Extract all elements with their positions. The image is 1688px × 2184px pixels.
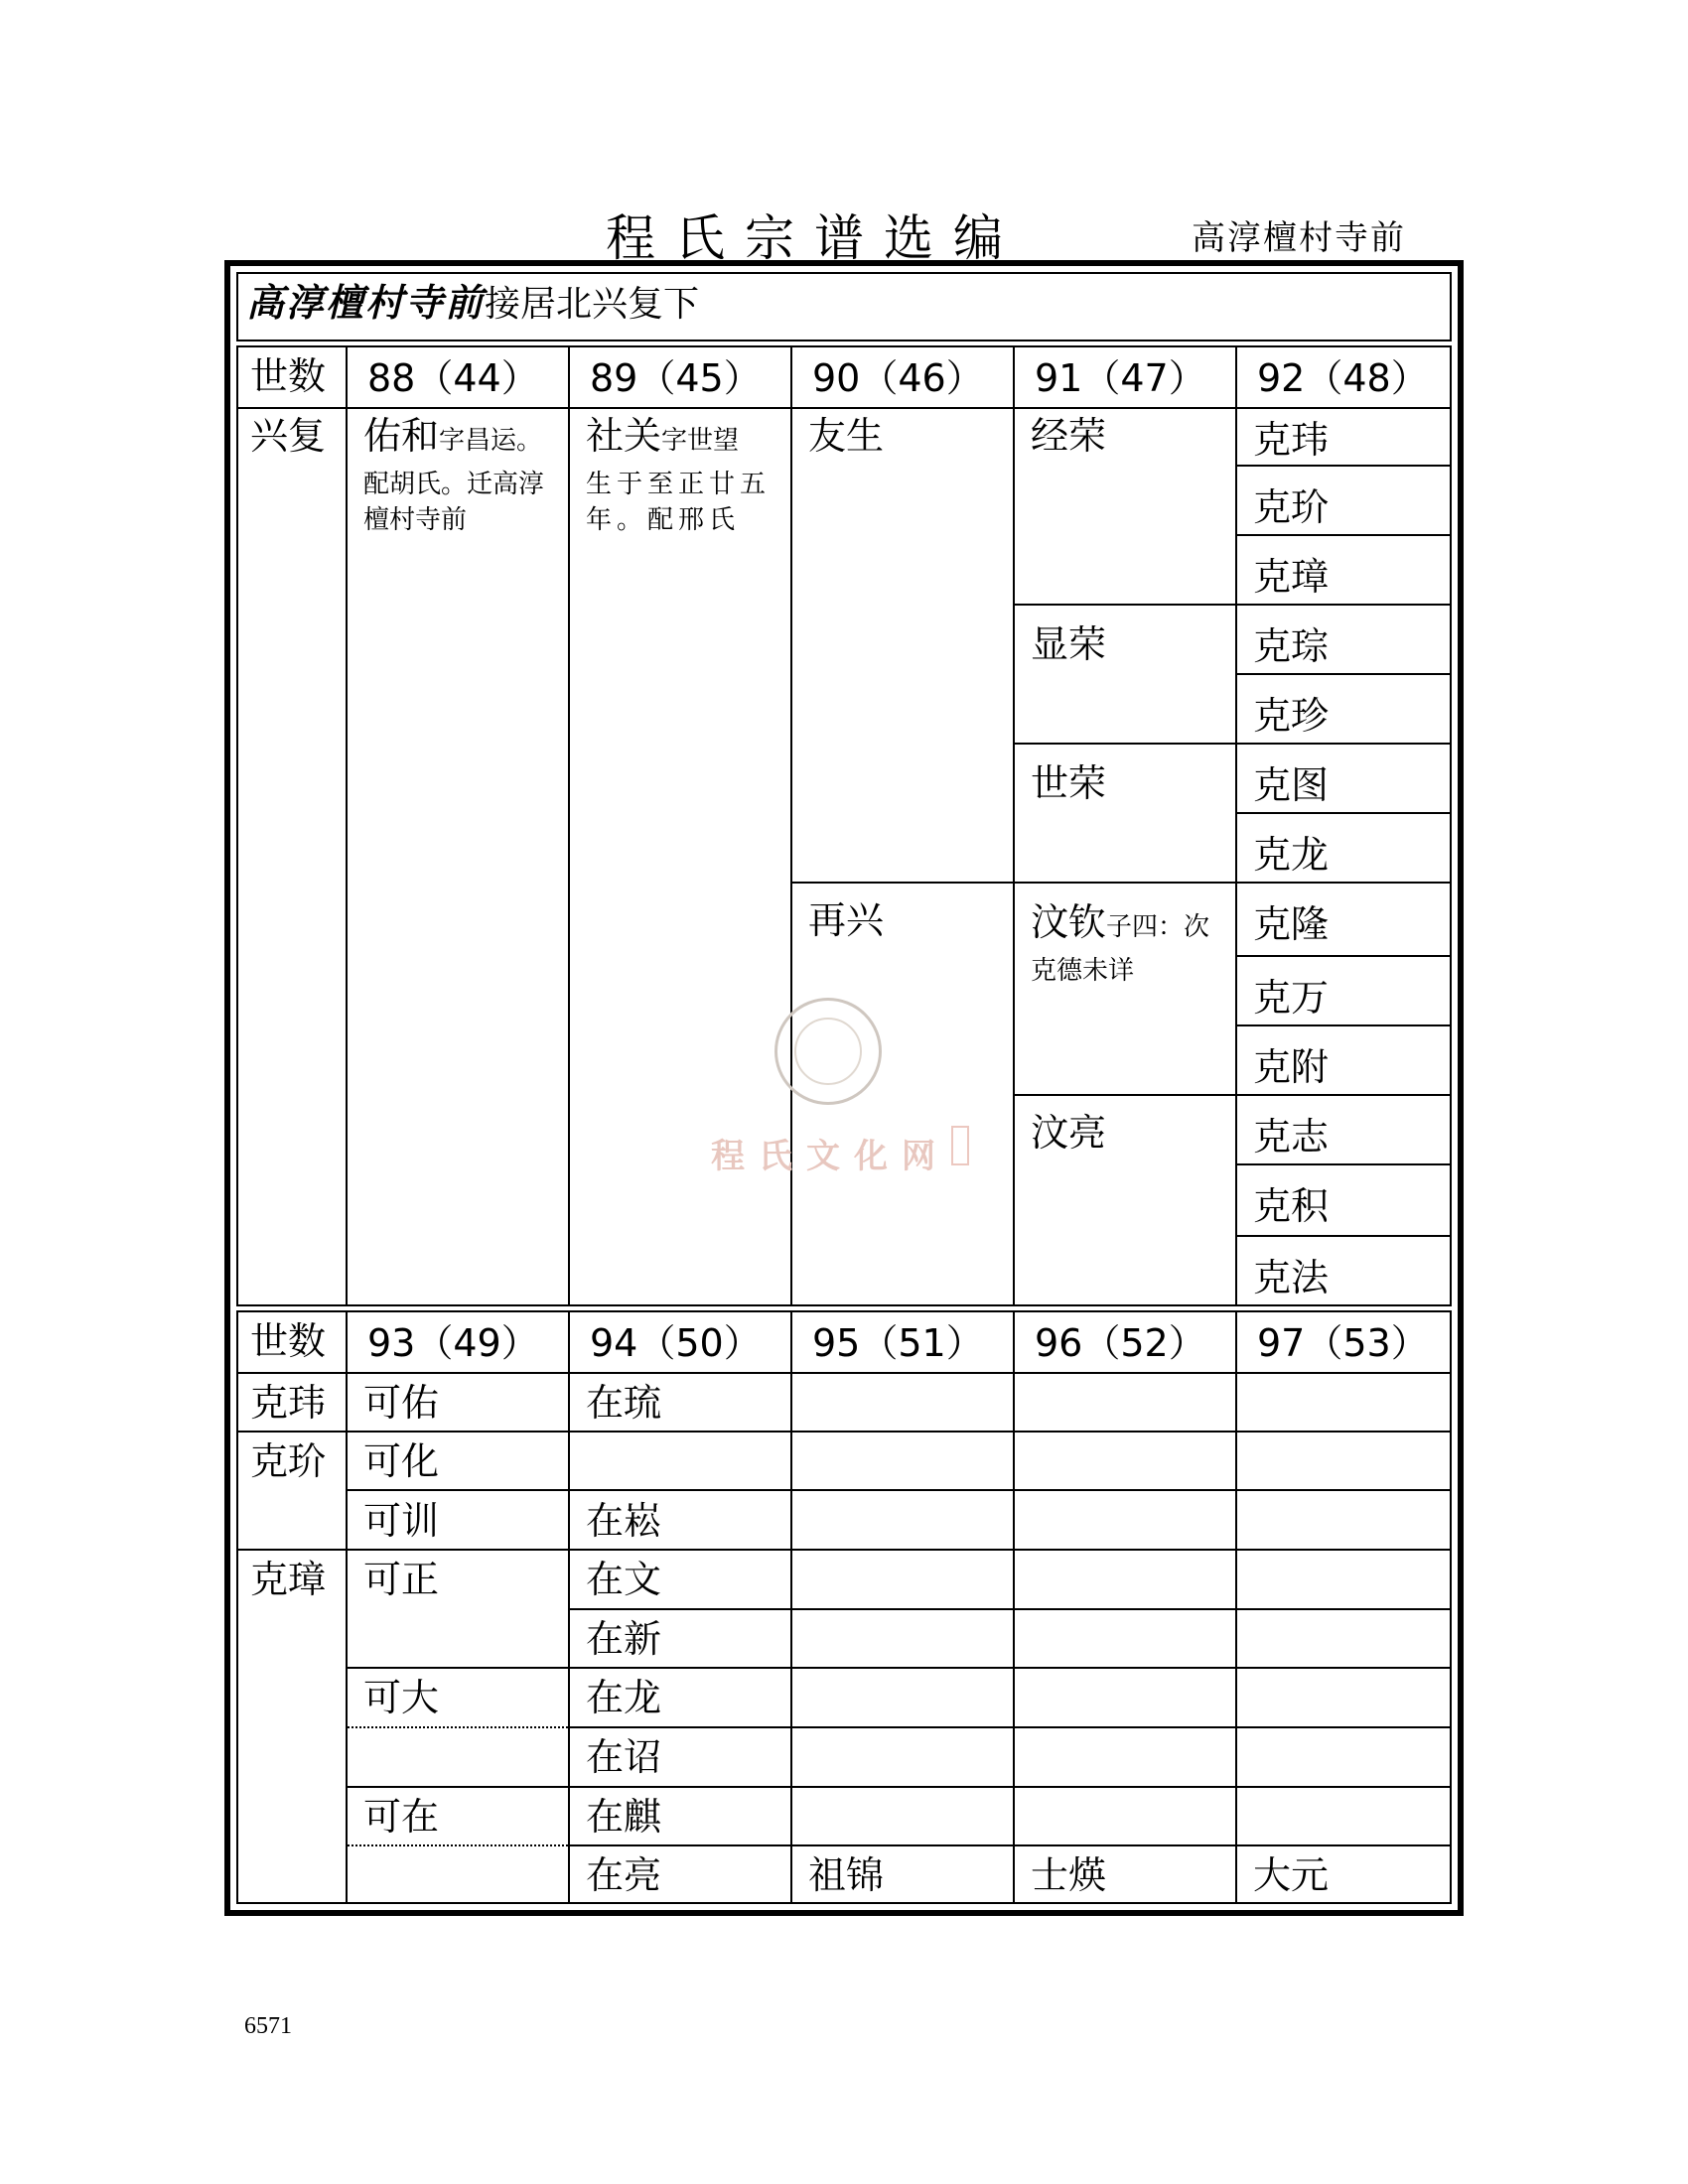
- g94-name: 在琉: [586, 1381, 662, 1425]
- generation-header-95: 95（51）: [812, 1321, 984, 1365]
- generation-header-90: 90（46）: [812, 356, 984, 400]
- generation-header-97: 97（53）: [1257, 1321, 1429, 1365]
- generation-header-94: 94（50）: [590, 1321, 762, 1365]
- watermark-text: 程氏文化网: [711, 1137, 949, 1176]
- g93-name: 可在: [363, 1795, 440, 1839]
- g91-sons-note: 子四：次: [1106, 912, 1210, 942]
- g92-name: 克附: [1253, 1045, 1330, 1089]
- g93-name: 可正: [363, 1558, 440, 1601]
- g92-name: 克璋: [1253, 555, 1330, 599]
- branch-subtitle: [246, 281, 700, 325]
- place-label: 高淳檀村寺前: [1192, 218, 1406, 258]
- g93-name: 可训: [363, 1499, 440, 1543]
- g94-name: 在亮: [586, 1853, 662, 1897]
- g91-name: 经荣: [1031, 414, 1107, 458]
- g92-name: 克隆: [1253, 902, 1330, 946]
- subtitle-divider: [236, 340, 1452, 347]
- g92-name: 克玠: [1253, 485, 1330, 529]
- g91-entry: [1031, 900, 1210, 944]
- table-divider: [236, 1304, 1452, 1312]
- g88-biography: 配胡氏。迁高淳檀村寺前: [363, 470, 545, 535]
- g94-name: 在崧: [586, 1499, 662, 1543]
- g92-name: 克琮: [1253, 624, 1330, 668]
- g90-name: 再兴: [808, 898, 885, 942]
- g92-name: 克万: [1253, 976, 1330, 1020]
- watermark-seal-inner-icon: [794, 1018, 862, 1085]
- g88-entry: [363, 414, 543, 458]
- branch-name: 高淳檀村寺前: [246, 281, 486, 325]
- page-number: 6571: [244, 2013, 292, 2039]
- branch-origin: 接居北兴复下: [485, 284, 700, 325]
- g93-name: 可大: [363, 1676, 440, 1719]
- g95-name: 祖锦: [808, 1853, 885, 1897]
- g92-name: 克龙: [1253, 833, 1330, 877]
- g91-name: 显荣: [1031, 622, 1107, 666]
- root-ancestor: 兴复: [250, 414, 327, 458]
- g94-name: 在诏: [586, 1735, 662, 1779]
- g94-name: 在麒: [586, 1795, 662, 1839]
- g91-name: 汶钦: [1031, 900, 1107, 944]
- g92-name: 克志: [1253, 1115, 1330, 1159]
- g89-entry: [586, 414, 740, 458]
- document-title: 程氏宗谱选编: [606, 209, 1023, 267]
- g94-name: 在新: [586, 1617, 662, 1661]
- g88-name: 佑和: [363, 414, 440, 458]
- lower-root-name: 克玮: [250, 1381, 327, 1425]
- g92-name: 克图: [1253, 763, 1330, 807]
- g88-courtesy-note: 字昌运。: [439, 426, 543, 456]
- watermark-stamp-icon: [951, 1126, 969, 1165]
- g90-name: 友生: [808, 414, 885, 458]
- g92-name: 克法: [1253, 1256, 1330, 1299]
- g93-name: 可化: [363, 1439, 440, 1483]
- g91-name: 汶亮: [1031, 1111, 1107, 1155]
- generation-header-88: 88（44）: [367, 356, 539, 400]
- generation-header-label: 世数: [250, 1319, 327, 1363]
- generation-header-92: 92（48）: [1257, 356, 1429, 400]
- g92-name: 克玮: [1253, 418, 1330, 462]
- g92-name: 克积: [1253, 1184, 1330, 1228]
- g91-name: 世荣: [1031, 761, 1107, 805]
- generation-header-91: 91（47）: [1035, 356, 1206, 400]
- g89-biography: 生于至正廿五年。配邢氏: [586, 470, 772, 535]
- g93-name: 可佑: [363, 1381, 440, 1425]
- g92-name: 克珍: [1253, 694, 1330, 738]
- g96-name: 士煐: [1031, 1853, 1107, 1897]
- g97-name: 大元: [1253, 1853, 1330, 1897]
- g94-name: 在龙: [586, 1676, 662, 1719]
- lower-root-name: 克璋: [250, 1558, 327, 1601]
- generation-header-label: 世数: [250, 354, 327, 398]
- generation-header-89: 89（45）: [590, 356, 762, 400]
- g89-name: 社关: [586, 414, 662, 458]
- lower-root-name: 克玠: [250, 1439, 327, 1483]
- g89-courtesy-note: 字世望: [661, 426, 740, 456]
- generation-header-96: 96（52）: [1035, 1321, 1206, 1365]
- g94-name: 在文: [586, 1558, 662, 1601]
- g91-biography: 克德未详: [1031, 956, 1135, 986]
- generation-header-93: 93（49）: [367, 1321, 539, 1365]
